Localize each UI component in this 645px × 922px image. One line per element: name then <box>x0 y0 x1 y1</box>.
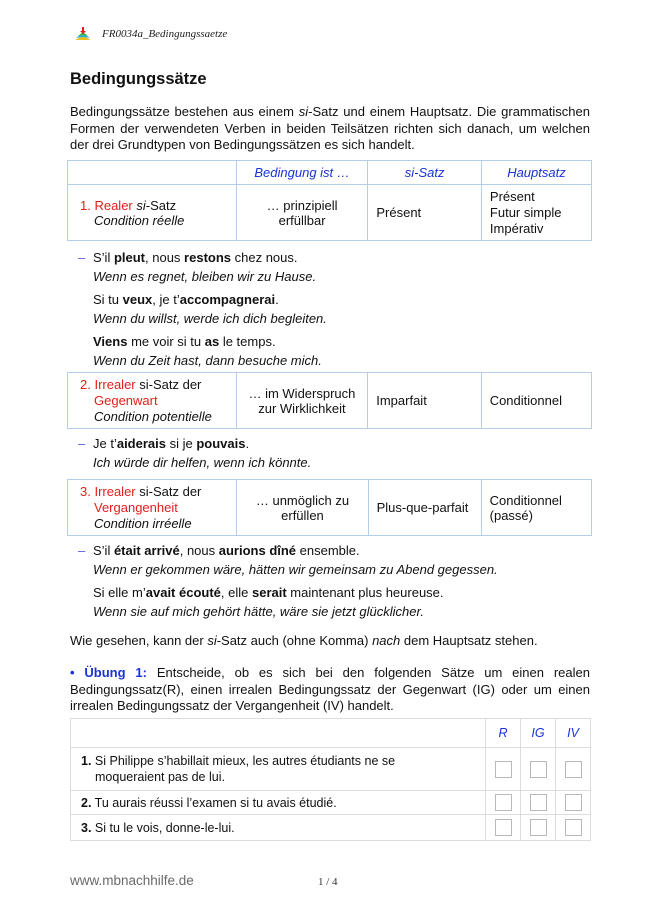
example-fr: Viens me voir si tu as le temps. <box>93 334 276 349</box>
example-fr: – Je t’aiderais si je pouvais. <box>78 436 250 451</box>
table-row <box>71 815 591 841</box>
page-number: 1 / 4 <box>318 876 338 888</box>
header-si-clause: si-Satz <box>368 161 482 185</box>
conditions-table-past-unreal <box>67 479 592 536</box>
examples-past-unreal <box>78 541 498 621</box>
header-condition: Bedingung ist … <box>236 161 368 185</box>
type-real-label: 1. Realer si-Satz Condition réelle <box>68 185 237 241</box>
header-main-clause: Hauptsatz <box>481 161 591 185</box>
checkbox-q2-ig[interactable] <box>530 794 547 811</box>
page-title: Bedingungssätze <box>70 70 207 88</box>
si-tense-past-unreal: Plus-que-parfait <box>368 480 481 536</box>
condition-present-unreal: … im Widerspruch zur Wirklichkeit <box>236 373 368 429</box>
example-de: Ich würde dir helfen, wenn ich könnte. <box>93 455 312 470</box>
book-logo-icon <box>74 27 92 41</box>
checkbox-q3-r[interactable] <box>495 819 512 836</box>
checkbox-q2-r[interactable] <box>495 794 512 811</box>
footer-website-link[interactable]: www.mbnachhilfe.de <box>70 873 194 888</box>
main-tense-real: Présent Futur simple Impérativ <box>481 185 591 241</box>
document-filename: FR0034a_Bedingungssaetze <box>102 28 228 40</box>
checkbox-q3-ig[interactable] <box>530 819 547 836</box>
checkbox-q3-iv[interactable] <box>565 819 582 836</box>
example-fr: Si elle m’avait écouté, elle serait maintenant plus heureuse. <box>93 585 444 600</box>
checkbox-q1-iv[interactable] <box>565 761 582 778</box>
dash-bullet-icon: – <box>78 436 86 451</box>
type-present-unreal-label: 2. Irrealer si-Satz der Gegenwart Condition potentielle <box>68 373 237 429</box>
checkbox-q2-iv[interactable] <box>565 794 582 811</box>
main-tense-present-unreal: Conditionnel <box>481 373 591 429</box>
header-empty <box>68 161 237 185</box>
si-tense-real: Présent <box>368 185 482 241</box>
examples-real <box>78 248 327 370</box>
condition-past-unreal: … unmöglich zu erfüllen <box>237 480 368 536</box>
question-1: 1. Si Philippe s’habillait mieux, les autres étudiants ne se moqueraient pas de lui. <box>71 748 486 791</box>
example-de: Wenn er gekommen wäre, hätten wir gemeinsam zu Abend gegessen. <box>93 562 498 577</box>
column-iv: IV <box>556 719 591 748</box>
type-past-unreal-label: 3. Irrealer si-Satz der Vergangenheit Condition irréelle <box>68 480 237 536</box>
exercise-instructions: • Übung 1: Entscheide, ob es sich bei den folgenden Sätze um einen realen Bedingungssatz(R), einen irrealen Bedingungssatz der Gegenwart (IG) oder um einen irrealen Bedingungssatz der Vergangenheit (IV) handelt. <box>70 665 590 713</box>
example-de: Wenn es regnet, bleiben wir zu Hause. <box>93 269 317 284</box>
example-de: Wenn sie auf mich gehört hätte, wäre sie jetzt glücklicher. <box>93 604 424 619</box>
conditions-table-real <box>67 160 592 241</box>
exercise-table <box>70 718 591 841</box>
column-r: R <box>486 719 521 748</box>
si-tense-present-unreal: Imparfait <box>368 373 481 429</box>
table-row <box>71 748 591 791</box>
table-row <box>71 791 591 815</box>
example-fr: – S’il était arrivé, nous aurions dîné ensemble. <box>78 543 360 558</box>
dash-bullet-icon: – <box>78 250 86 265</box>
condition-real: … prinzipiell erfüllbar <box>236 185 368 241</box>
main-tense-past-unreal: Conditionnel (passé) <box>481 480 591 536</box>
note-paragraph: Wie gesehen, kann der si-Satz auch (ohne Komma) nach dem Hauptsatz stehen. <box>70 633 538 648</box>
document-header <box>74 27 227 41</box>
checkbox-q1-ig[interactable] <box>530 761 547 778</box>
example-de: Wenn du Zeit hast, dann besuche mich. <box>93 353 322 368</box>
exercise-label: • Übung 1: <box>70 665 147 680</box>
example-fr: – S’il pleut, nous restons chez nous. <box>78 250 298 265</box>
intro-paragraph: Bedingungssätze bestehen aus einem si-Satz und einem Hauptsatz. Die grammatischen Formen der verwendeten Verben in beiden Teilsätzen richten sich danach, um welchen der drei Grundtypen von Bedingungssätzen es sich handelt. <box>70 104 590 152</box>
exercise-header-empty <box>71 719 486 748</box>
example-de: Wenn du willst, werde ich dich begleiten. <box>93 311 327 326</box>
example-fr: Si tu veux, je t’accompagnerai. <box>93 292 279 307</box>
question-2: 2. Tu aurais réussi l’examen si tu avais étudié. <box>71 791 486 815</box>
conditions-table-present-unreal <box>67 372 592 429</box>
examples-present-unreal <box>78 434 311 472</box>
question-3: 3. Si tu le vois, donne-le-lui. <box>71 815 486 841</box>
column-ig: IG <box>521 719 556 748</box>
checkbox-q1-r[interactable] <box>495 761 512 778</box>
dash-bullet-icon: – <box>78 543 86 558</box>
